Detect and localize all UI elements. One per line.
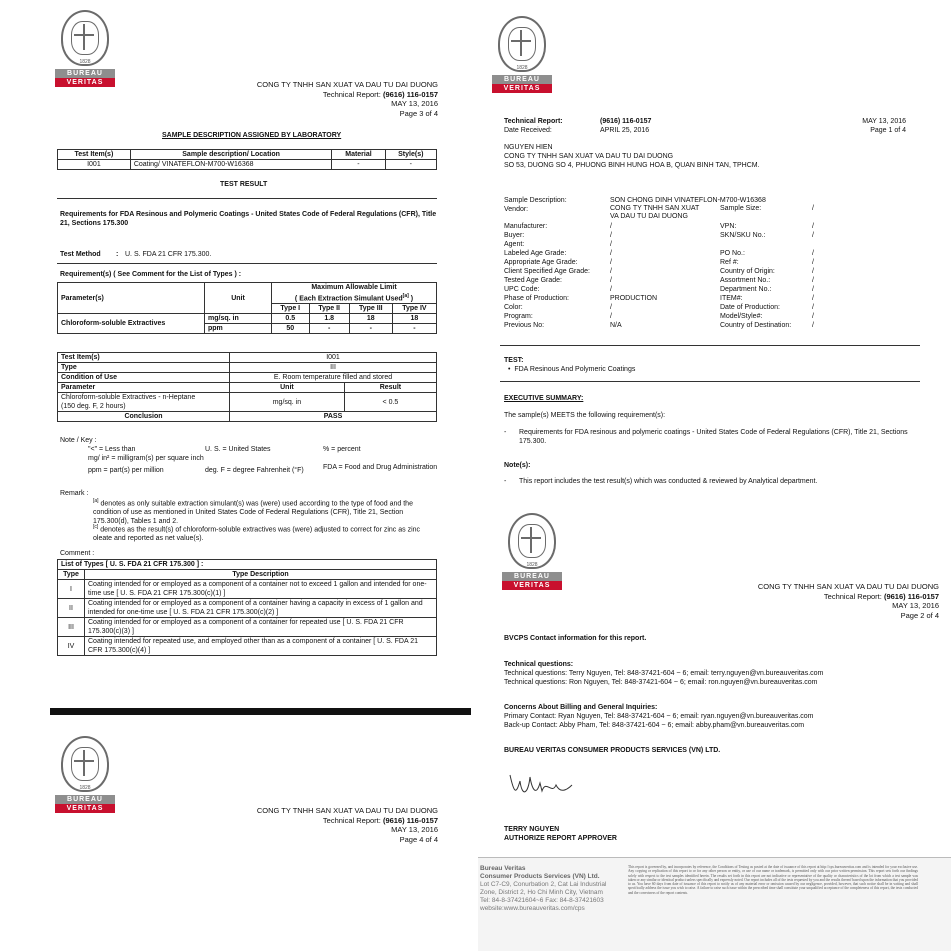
- field-label: Ref #:: [720, 259, 739, 266]
- field-value: PRODUCTION: [610, 295, 658, 302]
- sample-description-table: Test Item(s) Sample description/ Location Material Style(s) I001 Coating/ VINATEFLON-M700-W16368 - -: [57, 149, 437, 170]
- note-key-label: Note / Key :: [60, 437, 97, 444]
- report-header: CONG TY TNHH SAN XUAT VA DAU TU DAI DUONG Technical Report: (9616) 116-0157 MAY 13, 2016 Page 3 of 4: [256, 80, 438, 118]
- test-label: TEST:: [504, 357, 524, 364]
- field-row: [504, 258, 734, 267]
- remark-a: [a] denotes as only suitable extraction simulant(s) was (were) used according to the type of food and the condition of use as mentioned in United States Code of Federal Regulations (CFR), Title 21, Section 175.300(d), Tables 1 and 2.: [93, 498, 413, 526]
- sample-fields-left: [504, 222, 737, 330]
- field-row: [720, 258, 920, 267]
- field-label: Date of Production:: [720, 304, 780, 311]
- field-value: /: [610, 277, 612, 284]
- field-value: N/A: [610, 322, 622, 329]
- bureau-veritas-logo: 1828 BUREAU VERITAS: [492, 16, 552, 93]
- types-table: List of Types [ U. S. FDA 21 CFR 175.300 ] : Type Type Description I Coating intended for or employed as a component of a container not to exceed 1 gallon and intended for one-time use [ U. S. FDA 21 CFR 175.300(c)(1) ] II Coating intended for or employed as a component of a container having a capacity in excess of 1 gallon and intended for one-time use [ U. S. FDA 21 CFR 175.300(c)(2) ] III Coating intended for or employed as a component of a container for repeated use [ U. S. FDA 21 CFR 175.300(c)(3) ] IV Coating intended for repeated use, and employed other than as a component of a container [ U. S. FDA 21 CFR 175.300(c)(4) ]: [57, 559, 437, 656]
- field-label: Model/Style#:: [720, 313, 763, 320]
- limits-table: Parameter(s) Unit Maximum Allowable Limit ( Each Extraction Simulant Used[a] ) Type I Type II Type III Type IV Chloroform-soluble Extractives mg/sq. in 0.5 1.8 18 18 ppm 50 - - -: [57, 282, 437, 334]
- field-value: /: [610, 241, 612, 248]
- field-row: [504, 240, 734, 249]
- field-value: /: [610, 313, 612, 320]
- field-label: Previous No:: [504, 322, 545, 329]
- field-row: [504, 267, 734, 276]
- field-row: [504, 231, 734, 240]
- field-label: VPN:: [720, 223, 737, 230]
- field-value: /: [812, 259, 814, 266]
- bureau-veritas-logo: 1828 BUREAU VERITAS: [55, 10, 115, 87]
- field-value: /: [812, 322, 814, 329]
- field-value: /: [812, 295, 814, 302]
- executive-summary-label: EXECUTIVE SUMMARY:: [504, 395, 584, 402]
- report-header: CONG TY TNHH SAN XUAT VA DAU TU DAI DUONG Technical Report: (9616) 116-0157 MAY 13, 2016 Page 2 of 4: [757, 582, 939, 620]
- field-label: Department No.:: [720, 286, 772, 293]
- field-row: [720, 213, 920, 222]
- field-value: /: [812, 250, 814, 257]
- field-value: /: [610, 268, 612, 275]
- field-value: /: [610, 259, 612, 266]
- bv-seal-icon: 1828: [508, 513, 556, 569]
- field-row: [720, 312, 920, 321]
- field-value: /: [812, 223, 814, 230]
- field-value: /: [812, 277, 814, 284]
- signature-image: [506, 767, 576, 803]
- footer-disclaimer: This report is governed by, and incorporates by reference, the Conditions of Testing as posted at the date of issuance of this report at http://cps.bureauveritas.com and is intended for your exclusive use. Any copying or replication of this report to or for any other person or entity, or use of our name or trademark, is permitted only with our prior written permission. This report sets forth our findings solely with respect to the test samples identified herein. The results set forth in this report are not indicative or representative of the quality or characteristics of the lot from which a test sample was taken or any similar or identical product unless specifically and expressly noted. Our report includes all of the tests requested by you and the results thereof based upon the information that you provided to us. You have 60 days from date of issuance of this report to notify us of any material error or omission caused by our negligence, provided, however, that such notice shall be in writing and shall specifically address the issue you wish to raise. A failure to raise such issue within the prescribed time shall constitute your unqualified acceptance of the completeness of this report, the tests conducted and the correctness of the report contents.: [628, 865, 918, 895]
- field-label: UPC Code:: [504, 286, 540, 293]
- field-value: /: [812, 313, 814, 320]
- field-label: Country of Destination:: [720, 322, 792, 329]
- field-value: /: [812, 205, 814, 212]
- sample-fields-right: [720, 204, 920, 330]
- field-value: /: [610, 286, 612, 293]
- field-row: [720, 276, 920, 285]
- field-label: Country of Origin:: [720, 268, 775, 275]
- field-value: /: [610, 223, 612, 230]
- field-label: Phase of Production:: [504, 295, 569, 302]
- field-row: [720, 204, 920, 213]
- field-value: /: [812, 304, 814, 311]
- report-page-2: 1828 BUREAU VERITAS CONG TY TNHH SAN XUAT VA DAU TU DAI DUONG Technical Report: (9616) 116-0157 MAY 13, 2016 Page 2 of 4 BVCPS Contact information for this report. Technical questions: Technical questions: Terry Nguyen, Tel: 848-37421-604 ~ 6; email: terry.nguyen@vn.bureauveritas.com Technical questions: Ron Nguyen, Tel: 848-37421-604 ~ 6; email: ron.nguyen@vn.bureauveritas.com Concerns About Billing and General Inquiries: Primary Contact: Ryan Nguyen, Tel: 848-37421-604 ~ 6; email: ryan.nguyen@vn.bureauveritas.com Back-up Contact: Abby Pham, Tel: 848-37421-604 ~ 6; email: abby.pham@vn.bureauveritas.com BUREAU VERITAS CONSUMER PRODUCTS SERVICES (VN) LTD. TERRY NGUYEN AUTHORIZE REPORT APPROVER Bureau Veritas Consumer Products Services (VN) Ltd. Lot C7-C9, Conurbation 2, Cat Lai Industrial Zone, District 2, Ho Chi Minh City, Vietnam Tel: 84-8-37421604~6 Fax: 84-8-37421603 website:www.bureauveritas.com/cps This report is governed by, and incorporates by reference, the Conditions of Testing as posted at the date of issuance of this report at http://cps.bureauveritas.com and is intended for your exclusive use. Any copying or replication of this report to or for any other person or entity, or use of our name or trademark, is permitted only with our prior written permission. This report sets forth our findings solely with respect to the test samples identified herein. The results set forth in this report are not indicative or representative of the quality or characteristics of the lot from which a test sample was taken or any similar or identical product unless specifically and expressly noted. Our report includes all of the tests requested by you and the results thereof based upon the information that you provided to us. You have 60 days from date of issuance of this report to notify us of any material error or omission caused by our negligence, provided, however, that such notice shall be in writing and shall specifically address the issue you wish to raise. A failure to raise such issue within the prescribed time shall constitute your unqualified acceptance of the completeness of this report, the tests conducted and the correctness of the report contents.: [478, 505, 951, 951]
- field-label: Color:: [504, 304, 523, 311]
- field-row: [720, 321, 920, 330]
- field-value: /: [610, 304, 612, 311]
- field-row: [720, 294, 920, 303]
- field-label: Program:: [504, 313, 533, 320]
- field-value: /: [610, 250, 612, 257]
- field-row: [720, 303, 920, 312]
- field-row: [720, 222, 920, 231]
- bv-seal-icon: 1828: [61, 736, 109, 792]
- notes-label: Note(s):: [504, 462, 531, 469]
- bv-seal-icon: 1828: [498, 16, 546, 72]
- field-row: [720, 240, 920, 249]
- field-row: [504, 276, 734, 285]
- field-label: Appropriate Age Grade:: [504, 259, 578, 266]
- field-label: Tested Age Grade:: [504, 277, 562, 284]
- remark-label: Remark :: [60, 490, 89, 497]
- field-label: Buyer:: [504, 232, 525, 239]
- field-label: Agent:: [504, 241, 525, 248]
- report-page-1: 1828 BUREAU VERITAS Technical Report: (9616) 116-0157 Date Received: APRIL 25, 2016 MAY 13, 2016 Page 1 of 4 NGUYEN HIEN CONG TY TNHH SAN XUAT VA DAU TU DAI DUONG SO 53, DUONG SO 4, PHUONG BINH HUNG HOA B, QUAN BINH TAN, TPHCM. Sample Description: SON CHONG DINH VINATEFLON-M700-W16368 Vendor: CONG TY TNHH SAN XUAT VA DAU TU DAI DUONG Manufacturer: / Buyer: / Agent: / Labeled Age Grade: / Appropriate Age Grade: / Client Specified Age Grade: / Tested Age Grade: / UPC Code: / Phase of Production: PRODUCTION Color: / Program: / Previous No: N/A Sample Size: / VPN: / SKN/SKU No.: / PO No.: / Ref #: / Country of Origin: / Assortment No.: / Department No.: / ITEM#: / Date of Production: / Model/Style#: / Country of Destination: / TEST: • FDA Resinous And Polymeric Coatings EXECUTIVE SUMMARY: The sample(s) MEETS the following requirement(s): - Requirements for FDA resinous and polymeric coatings - United States Code of Federal Regulations (CFR), Title 21, Sections 175.300. Note(s): - This report includes the test result(s) which was conducted & reviewed by Analytical department.: [478, 0, 951, 500]
- field-value: /: [812, 286, 814, 293]
- requirements-types-label: Requirement(s) ( See Comment for the List of Types ) :: [60, 271, 242, 278]
- field-row: [720, 267, 920, 276]
- report-page-3: 1828 BUREAU VERITAS CONG TY TNHH SAN XUAT VA DAU TU DAI DUONG Technical Report: (9616) 116-0157 MAY 13, 2016 Page 3 of 4 SAMPLE DESCRIPTION ASSIGNED BY LABORATORY Test Item(s) Sample description/ Location Material Style(s) I001 Coating/ VINATEFLON-M700-W16368 - - TEST RESULT Requirements for FDA Resinous and Polymeric Coatings - United States Code of Federal Regulations (CFR), Title 21, Sections 175.300 Test Method : U. S. FDA 21 CFR 175.300. Requirement(s) ( See Comment for the List of Types ) : Parameter(s) Unit Maximum Allowable Limit ( Each Extraction Simulant Used[a] ) Type I Type II Type III Type IV Chloroform-soluble Extractives mg/sq. in 0.5 1.8 18 18 ppm 50 - - - Test Item(s) I001 Type III Condition of Use E. Room temperature filled and stored Parameter Unit Result Chloroform-soluble Extractives - n-Heptane (150 deg. F, 2 hours) mg/sq. in < 0.5 Conclusion PASS Note / Key : "<" = Less than U. S. = United States % = percent mg/ in² = milligram(s) per square inch ppm = part(s) per million deg. F = degree Fahrenheit (°F) FDA = Food and Drug Administration Remark : [a] denotes as only suitable extraction simulant(s) was (were) used according to the type of food and the condition of use as mentioned in United States Code of Federal Regulations (CFR), Title 21, Section 175.300(d), Tables 1 and 2. [c] denotes as the result(s) of chloroform-soluble extractives was (were) adjusted to correct for zinc as zinc oleate and reported as net value(s). Comment : List of Types [ U. S. FDA 21 CFR 175.300 ] : Type Type Description I Coating intended for or employed as a component of a container not to exceed 1 gallon and intended for one-time use [ U. S. FDA 21 CFR 175.300(c)(1) ] II Coating intended for or employed as a component of a container having a capacity in excess of 1 gallon and intended for one-time use [ U. S. FDA 21 CFR 175.300(c)(2) ] III Coating intended for or employed as a component of a container for repeated use [ U. S. FDA 21 CFR 175.300(c)(3) ] IV Coating intended for repeated use, and employed other than as a component of a container [ U. S. FDA 21 CFR 175.300(c)(4) ]: [0, 0, 470, 700]
- sample-description-title: SAMPLE DESCRIPTION ASSIGNED BY LABORATORY: [162, 132, 342, 139]
- report-page-4: [0, 716, 470, 951]
- field-label: Labeled Age Grade:: [504, 250, 567, 257]
- field-label: Manufacturer:: [504, 223, 548, 230]
- result-table: Test Item(s) I001 Type III Condition of Use E. Room temperature filled and stored Parameter Unit Result Chloroform-soluble Extractives - n-Heptane (150 deg. F, 2 hours) mg/sq. in < 0.5 Conclusion PASS: [57, 352, 437, 422]
- requirements-title: Requirements for FDA Resinous and Polymeric Coatings - United States Code of Federal Regulations (CFR), Title 21, Sections 175.300: [60, 211, 437, 227]
- bureau-veritas-logo: 1828 BUREAU VERITAS: [55, 736, 115, 813]
- field-row: [720, 249, 920, 258]
- field-row: [504, 303, 734, 312]
- page-divider: [50, 708, 471, 715]
- report-header: CONG TY TNHH SAN XUAT VA DAU TU DAI DUONG Technical Report: (9616) 116-0157 MAY 13, 2016 Page 4 of 4: [256, 806, 438, 844]
- field-row: [720, 285, 920, 294]
- field-label: ITEM#:: [720, 295, 743, 302]
- field-label: SKN/SKU No.:: [720, 232, 766, 239]
- field-value: /: [812, 232, 814, 239]
- remark-c: [c] denotes as the result(s) of chloroform-soluble extractives was (were) adjusted to correct for zinc as zinc oleate and reported as net value(s).: [93, 524, 421, 543]
- field-value: /: [812, 268, 814, 275]
- field-row: [504, 285, 734, 294]
- field-label: Sample Size:: [720, 205, 762, 212]
- conclusion-badge: PASS: [230, 412, 437, 422]
- test-result-title: TEST RESULT: [220, 181, 268, 188]
- comment-label: Comment :: [60, 550, 95, 557]
- field-label: Client Specified Age Grade:: [504, 268, 590, 275]
- field-row: [504, 222, 737, 231]
- field-label: Assortment No.:: [720, 277, 771, 284]
- test-item: • FDA Resinous And Polymeric Coatings: [508, 366, 636, 373]
- field-row: [504, 312, 734, 321]
- bureau-veritas-logo: 1828 BUREAU VERITAS: [502, 513, 562, 590]
- field-row: [504, 321, 734, 330]
- field-value: /: [610, 232, 612, 239]
- footer: Bureau Veritas Consumer Products Services (VN) Ltd. Lot C7-C9, Conurbation 2, Cat Lai Industrial Zone, District 2, Ho Chi Minh City, Vietnam Tel: 84-8-37421604~6 Fax: 84-8-37421603 website:www.bureauveritas.com/cps This report is governed by, and incorporates by reference, the Conditions of Testing as posted at the date of issuance of this report at http://cps.bureauveritas.com and is intended for your exclusive use. Any copying or replication of this report to or for any other person or entity, or use of our name or trademark, is permitted only with our prior written permission. This report sets forth our findings solely with respect to the test samples identified herein. The results set forth in this report are not indicative or representative of the quality or characteristics of the lot from which a test sample was taken or any similar or identical product unless specifically and expressly noted. Our report includes all of the tests requested by you and the results thereof based upon the information that you provided to us. You have 60 days from date of issuance of this report to notify us of any material error or omission caused by our negligence, provided, however, that such notice shall be in writing and shall specifically address the issue you wish to raise. A failure to raise such issue within the prescribed time shall constitute your unqualified acceptance of the completeness of this report, the tests conducted and the correctness of the report contents.: [478, 857, 951, 951]
- test-method-label: Test Method: [60, 251, 101, 258]
- bv-seal-icon: 1828: [61, 10, 109, 66]
- field-label: PO No.:: [720, 250, 745, 257]
- test-method-value: U. S. FDA 21 CFR 175.300.: [125, 251, 212, 258]
- field-row: [504, 294, 734, 303]
- field-row: [504, 249, 734, 258]
- field-row: [720, 231, 920, 240]
